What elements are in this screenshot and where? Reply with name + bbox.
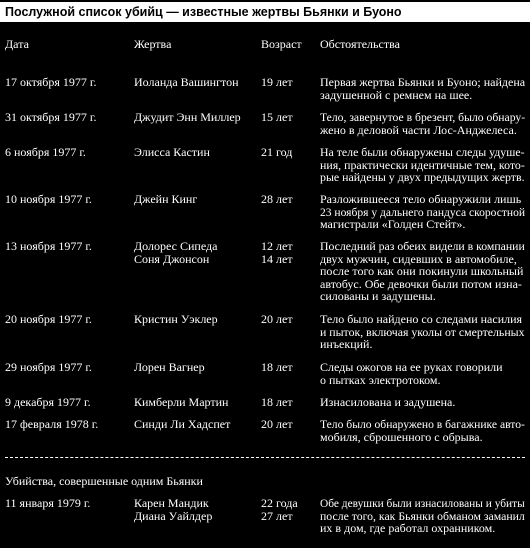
circumstances-line: и пыток, включая уколы от смертельных [320, 324, 525, 339]
circumstances-line: силованы и задушены. [320, 289, 436, 303]
row-date: 10 ноября 1977 г. [5, 192, 92, 206]
victim-age: 20 лет [261, 417, 293, 431]
circumstances-line: о пытках электротоком. [320, 372, 441, 387]
victim-name: Иоланда Вашингтон [134, 75, 239, 89]
row-age [261, 76, 293, 89]
row-age [261, 418, 293, 431]
victim-name: Лорен Вагнер [134, 360, 205, 374]
header-victim: Жертва [134, 37, 172, 51]
row-date: 6 ноября 1977 г. [5, 145, 86, 159]
circumstances-line: Тело, завернутое в брезент, было обнару- [320, 110, 526, 124]
victim-name: Элисса Кастин [134, 145, 210, 159]
circumstances-line: после того, как Бьянки обманом заманил [320, 508, 525, 523]
row-date: 11 января 1979 г. [5, 496, 91, 510]
row-age [261, 111, 293, 124]
victim-age: 21 год [261, 145, 293, 159]
row-circumstances [320, 146, 525, 184]
row-circumstances [320, 418, 525, 443]
row-circumstances [320, 193, 525, 231]
row-circumstances [320, 111, 525, 136]
header-date: Дата [5, 37, 29, 51]
victim-age: 20 лет [261, 312, 293, 326]
circumstances-line: Последний раз обеих видели в компании [320, 239, 525, 253]
row-circumstances [320, 313, 525, 351]
row-victim [134, 497, 212, 522]
victim-name: Джудит Энн Миллер [134, 110, 241, 124]
circumstances-line: Изнасилована и задушена. [320, 395, 456, 409]
circumstances-line: их в дом, где работал охранником. [320, 521, 496, 535]
row-age [261, 396, 293, 409]
victim-name: Джейн Кинг [134, 192, 198, 206]
circumstances-line: жено в деловой части Лос-Анджелеса. [320, 122, 517, 137]
header-age: Возраст [261, 37, 302, 51]
circumstances-line: задушенной с ремнем на шее. [320, 87, 473, 102]
circumstances-line: инъекций. [320, 337, 373, 351]
victim-name: Кристин Уэклер [134, 312, 218, 326]
victim-age: 22 года [261, 496, 298, 510]
row-victim [134, 418, 230, 431]
circumstances-line: Первая жертва Бьянки и Буоно; найдена [320, 75, 526, 89]
circumstances-line: На теле были обнаружены следы удуше- [320, 145, 525, 159]
row-victim [134, 76, 239, 89]
victim-age: 18 лет [261, 395, 293, 409]
row-age [261, 193, 293, 206]
table-title: Послужной список убийц — известные жертвы Бьянки и Буоно [0, 2, 530, 22]
section-title: Убийства, совершенные одним Бьянки [5, 474, 203, 488]
row-date: 31 октября 1977 г. [5, 110, 97, 124]
circumstances-line: Тело было обнаружено в багажнике авто- [320, 417, 525, 431]
circumstances-line: после того как они покинули школьный [320, 264, 524, 278]
victim-name: Диана Уайлдер [134, 508, 213, 523]
victim-name: Синди Ли Хадспет [134, 417, 231, 431]
victim-age: 28 лет [261, 192, 293, 206]
circumstances-line: автобус. Обе девочки были потом изна- [320, 276, 522, 291]
row-victim [134, 396, 228, 409]
row-circumstances [320, 497, 525, 535]
row-date: 13 ноября 1977 г. [5, 239, 92, 253]
row-victim [134, 193, 197, 206]
victim-age: 15 лет [261, 110, 293, 124]
circumstances-line: мобиля, сброшенного с обрыва. [320, 429, 483, 444]
circumstances-line: 23 ноября у дальнего пандуса скоростной [320, 204, 526, 219]
victim-age: 27 лет [261, 508, 293, 523]
victim-age: 12 лет [261, 239, 293, 253]
victim-name: Кимберли Мартин [134, 395, 229, 409]
circumstances-line: Следы ожогов на ее руках говорили [320, 360, 503, 374]
circumstances-line: двух мужчин, сидевших в автомобиле, [320, 251, 517, 266]
row-age [261, 361, 293, 374]
row-age [261, 313, 293, 326]
row-circumstances [320, 76, 525, 101]
section-divider [5, 457, 525, 458]
circumstances-line: ния, практически идентичные тем, кото- [320, 157, 525, 172]
row-date: 20 ноября 1977 г. [5, 312, 92, 326]
row-date: 17 октября 1977 г. [5, 75, 97, 89]
row-date: 29 ноября 1977 г. [5, 360, 92, 374]
circumstances-line: рые найдены у двух предыдущих жертв. [320, 170, 525, 184]
victim-age: 19 лет [261, 75, 293, 89]
victim-name: Соня Джонсон [134, 251, 210, 266]
row-circumstances [320, 240, 525, 303]
victim-name: Долорес Сипеда [134, 239, 218, 253]
row-victim [134, 146, 210, 159]
circumstances-line: Разложившееся тело обнаружили лишь [320, 192, 522, 206]
row-victim [134, 361, 205, 374]
row-date: 9 декабря 1977 г. [5, 395, 91, 409]
header-circumstances: Обстоятельства [320, 37, 400, 51]
row-age [261, 240, 293, 265]
circumstances-line: магистрали «Голден Стейт». [320, 217, 466, 231]
victim-name: Карен Мандик [134, 496, 209, 510]
row-circumstances [320, 361, 525, 386]
row-age [261, 497, 298, 522]
victim-age: 18 лет [261, 360, 293, 374]
row-victim [134, 111, 241, 124]
row-victim [134, 313, 218, 326]
row-age [261, 146, 292, 159]
circumstances-line: Тело было найдено со следами насилия [320, 312, 523, 326]
victim-age: 14 лет [261, 251, 293, 266]
circumstances-line: Обе девушки были изнасилованы и убиты [320, 496, 525, 510]
row-circumstances [320, 396, 525, 409]
row-victim [134, 240, 217, 265]
row-date: 17 февраля 1978 г. [5, 417, 99, 431]
